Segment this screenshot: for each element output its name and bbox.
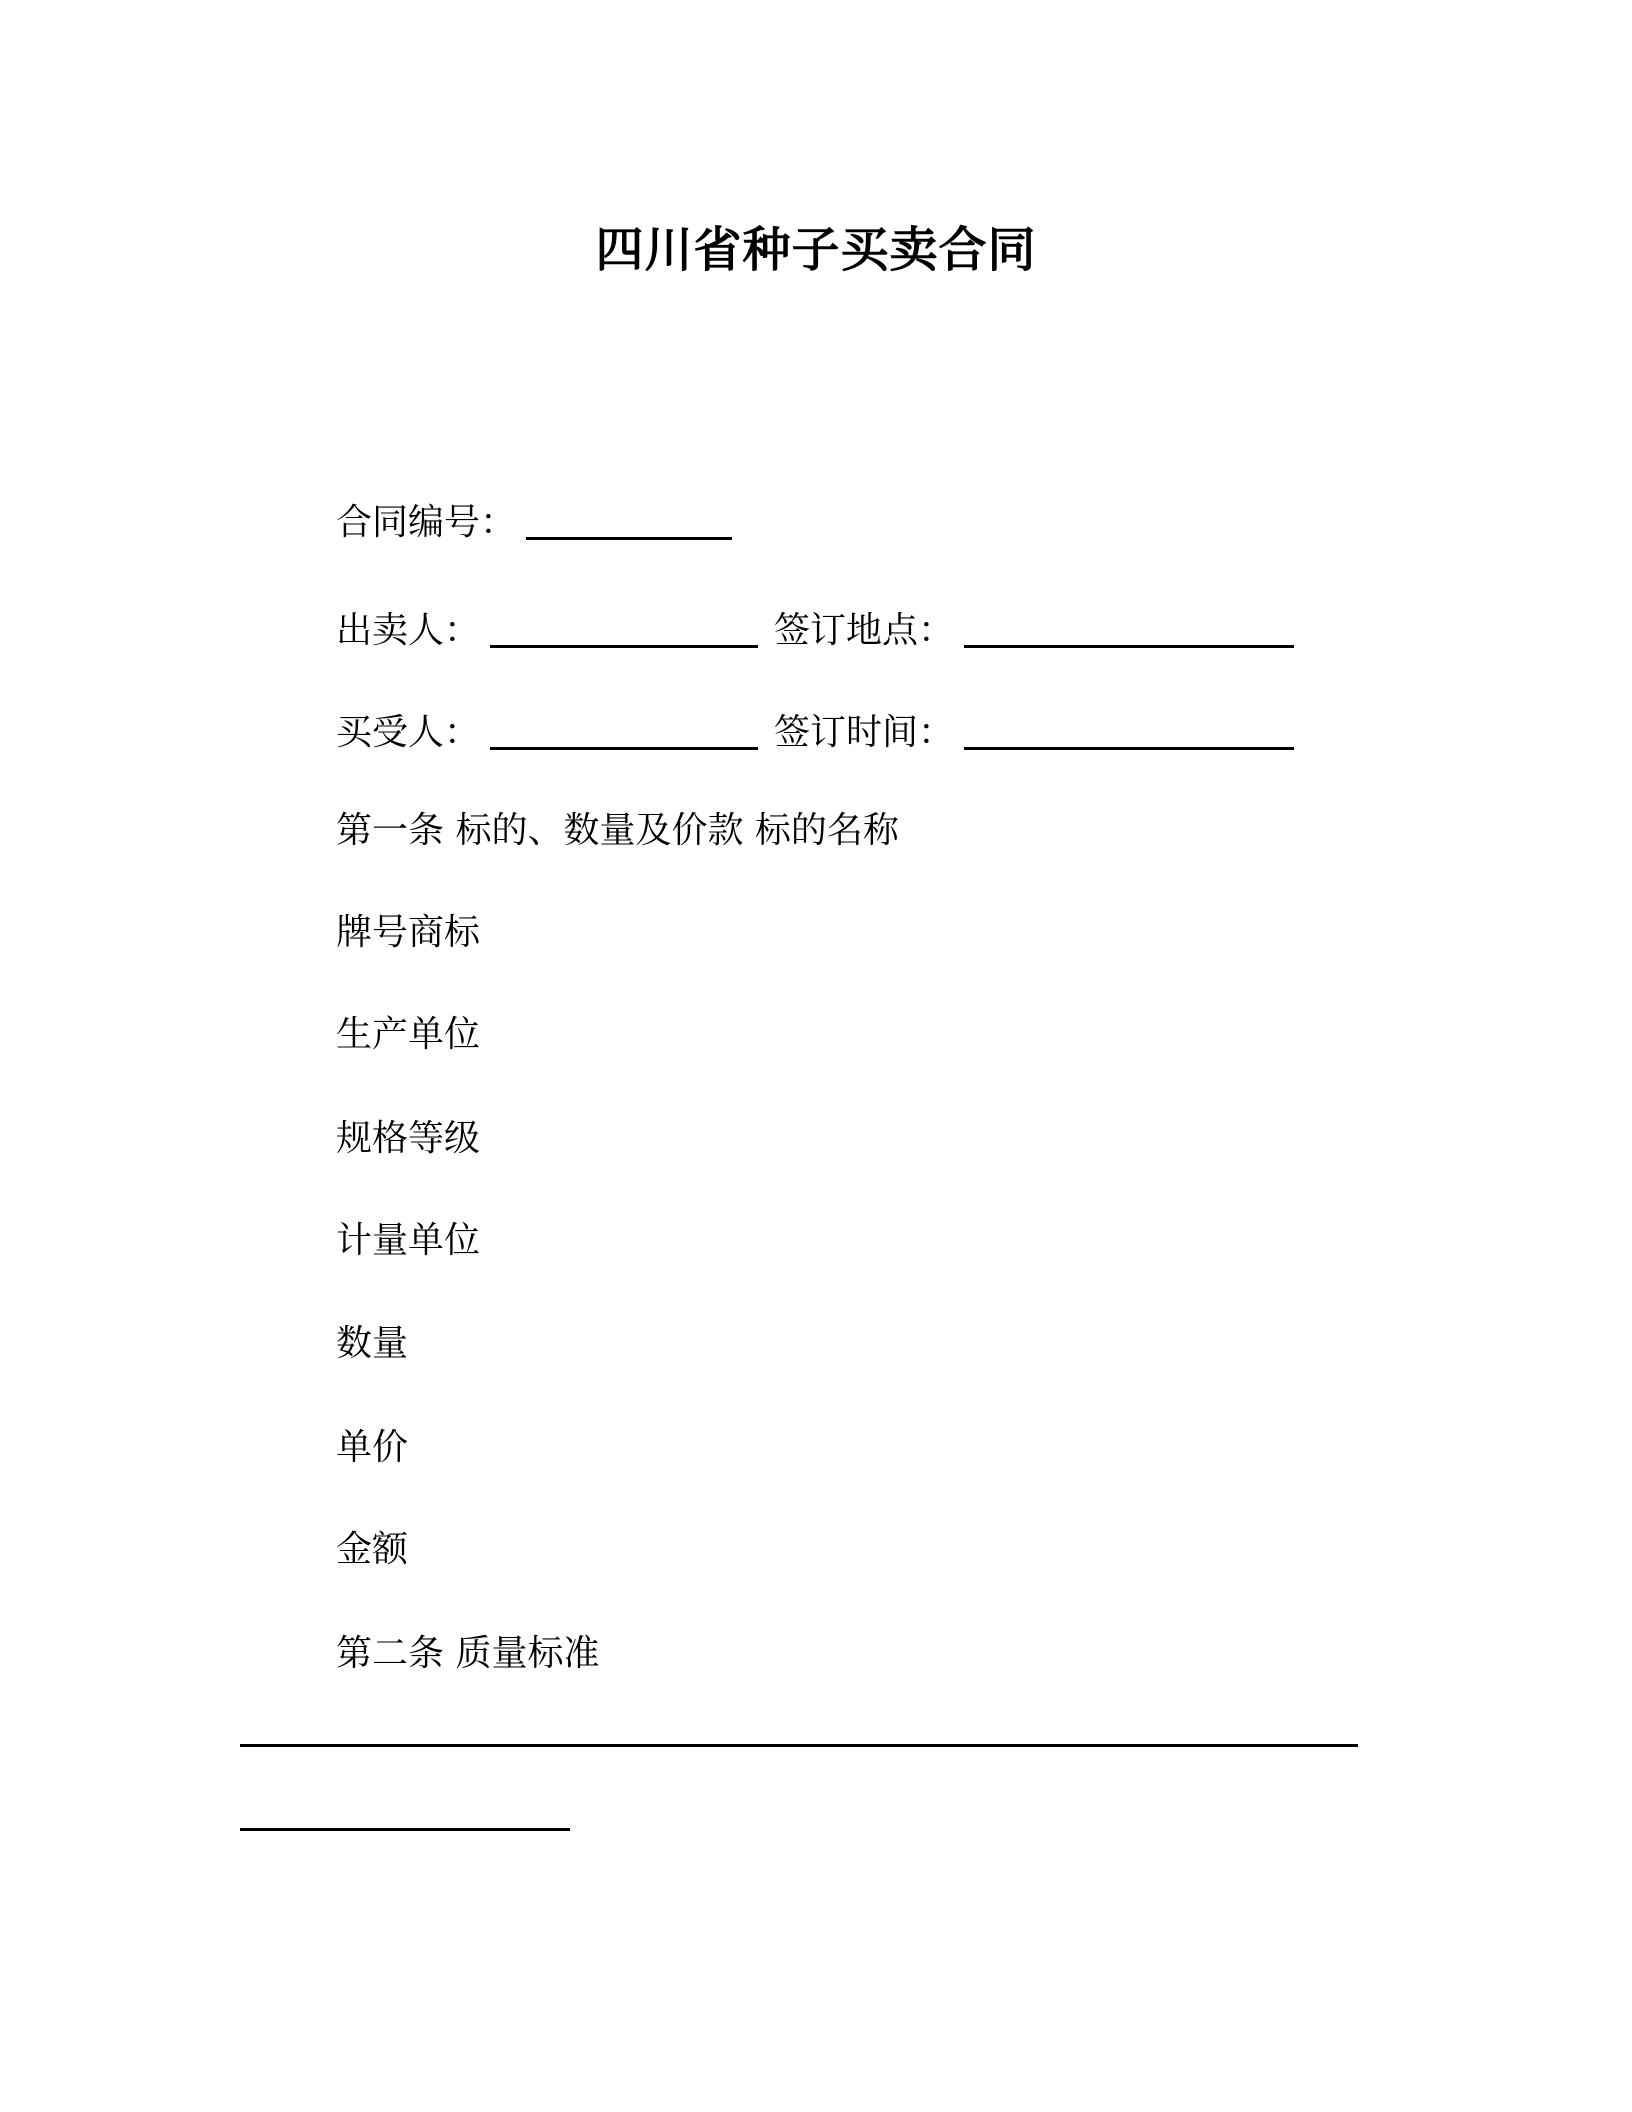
sign-time-label: 签订时间： <box>774 712 955 753</box>
seller-blank <box>490 611 758 648</box>
seller-label: 出卖人： <box>336 610 481 651</box>
document-title: 四川省种子买卖合同 <box>595 222 1037 278</box>
item-brand: 牌号商标 <box>336 912 481 953</box>
item-amount: 金额 <box>336 1529 409 1570</box>
item-unit-price: 单价 <box>336 1427 409 1468</box>
buyer-label: 买受人： <box>336 712 481 753</box>
sign-place-blank <box>964 611 1294 648</box>
contract-number-label: 合同编号： <box>336 502 517 543</box>
seller-line <box>336 605 1294 655</box>
item-unit: 计量单位 <box>336 1220 481 1261</box>
buyer-line <box>336 707 1294 757</box>
item-grade: 规格等级 <box>336 1118 481 1159</box>
quality-standard-blank-line-2 <box>240 1828 570 1831</box>
article-1-heading: 第一条 标的、数量及价款 标的名称 <box>336 810 899 851</box>
quality-standard-blank-line-1 <box>240 1744 1358 1747</box>
contract-number-blank <box>526 503 732 540</box>
item-producer: 生产单位 <box>336 1014 481 1055</box>
article-2-heading: 第二条 质量标准 <box>336 1633 600 1674</box>
buyer-blank <box>490 713 758 750</box>
sign-place-label: 签订地点： <box>774 610 955 651</box>
item-quantity: 数量 <box>336 1323 409 1364</box>
sign-time-blank <box>964 713 1294 750</box>
contract-number-line <box>336 497 732 547</box>
